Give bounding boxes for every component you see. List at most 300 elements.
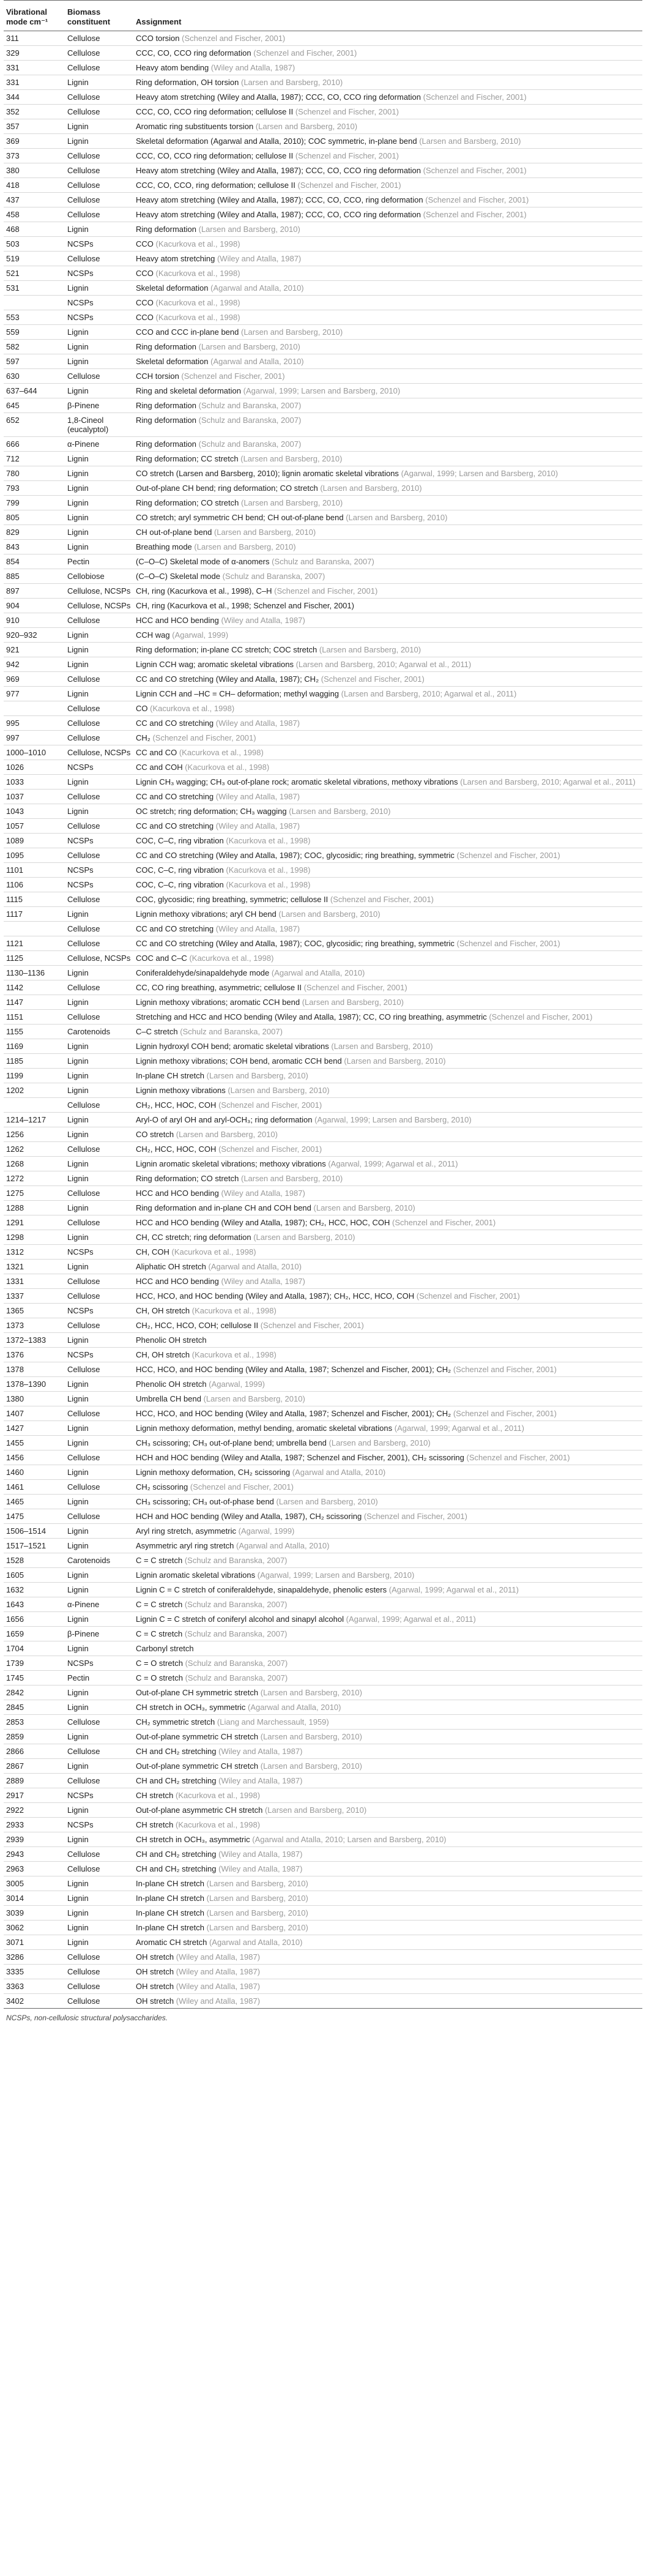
- table-row: [4, 819, 642, 834]
- assignment-text: HCC and HCO bending: [136, 1277, 219, 1286]
- cell-biomass-constituent: Cellulose: [65, 1994, 133, 2009]
- cell-vibrational-mode: 1331: [4, 1274, 65, 1289]
- cell-biomass-constituent: Cellulose: [65, 178, 133, 193]
- assignment-reference: (Wiley and Atalla, 1987): [215, 792, 300, 801]
- cell-vibrational-mode: 645: [4, 398, 65, 413]
- assignment-text: Ring deformation; in-plane CC stretch; COC stretch: [136, 645, 317, 654]
- assignment-reference: (Larsen and Barsberg, 2010): [329, 1438, 431, 1447]
- table-row: [4, 907, 642, 922]
- cell-biomass-constituent: Lignin: [65, 452, 133, 466]
- assignment-text: Lignin C = C stretch of coniferaldehyde, sinapaldehyde, phenolic esters: [136, 1585, 387, 1594]
- cell-assignment: [133, 1553, 642, 1568]
- cell-assignment: [133, 1935, 642, 1950]
- assignment-text: Lignin CCH wag; aromatic skeletal vibrations: [136, 660, 294, 669]
- cell-biomass-constituent: Lignin: [65, 1436, 133, 1450]
- cell-biomass-constituent: Cellulose: [65, 31, 133, 46]
- assignment-reference: (Larsen and Barsberg, 2010): [260, 1688, 362, 1697]
- cell-assignment: [133, 657, 642, 672]
- cell-biomass-constituent: Lignin: [65, 1083, 133, 1098]
- cell-vibrational-mode: 1155: [4, 1025, 65, 1039]
- cell-biomass-constituent: Lignin: [65, 907, 133, 922]
- cell-vibrational-mode: 1125: [4, 951, 65, 966]
- cell-biomass-constituent: Lignin: [65, 1157, 133, 1171]
- cell-vibrational-mode: 503: [4, 237, 65, 252]
- cell-vibrational-mode: 780: [4, 466, 65, 481]
- cell-biomass-constituent: Lignin: [65, 384, 133, 398]
- cell-biomass-constituent: Lignin: [65, 1495, 133, 1509]
- cell-biomass-constituent: Lignin: [65, 510, 133, 525]
- table-row: [4, 569, 642, 584]
- cell-assignment: [133, 628, 642, 643]
- cell-vibrational-mode: 458: [4, 207, 65, 222]
- cell-vibrational-mode: 1033: [4, 775, 65, 790]
- assignment-text: CCH torsion: [136, 371, 179, 381]
- assignment-reference: (Agarwal and Atalla, 2010): [292, 1468, 386, 1477]
- table-row: [4, 1568, 642, 1583]
- assignment-text: Asymmetric aryl ring stretch: [136, 1541, 234, 1550]
- cell-assignment: [133, 804, 642, 819]
- table-row: [4, 413, 642, 437]
- assignment-text: CH and CH₂ stretching: [136, 1850, 217, 1859]
- cell-assignment: [133, 163, 642, 178]
- table-row: [4, 1744, 642, 1759]
- assignment-reference: (Schenzel and Fischer, 2001): [453, 1365, 557, 1374]
- assignment-reference: (Larsen and Barsberg, 2010): [302, 998, 404, 1007]
- table-row: [4, 296, 642, 310]
- cell-assignment: [133, 134, 642, 149]
- cell-vibrational-mode: 1456: [4, 1450, 65, 1465]
- assignment-reference: (Larsen and Barsberg, 2010): [198, 225, 300, 234]
- cell-assignment: [133, 466, 642, 481]
- cell-biomass-constituent: Lignin: [65, 481, 133, 496]
- assignment-text: Umbrella CH bend: [136, 1394, 201, 1403]
- table-row: [4, 1818, 642, 1832]
- cell-assignment: [133, 775, 642, 790]
- cell-assignment: [133, 701, 642, 716]
- cell-assignment: [133, 848, 642, 863]
- table-row: [4, 628, 642, 643]
- table-row: [4, 266, 642, 281]
- assignment-text: CCC, CO, CCO ring deformation; cellulose II: [136, 151, 294, 160]
- assignment-text: Out-of-plane symmetric CH stretch: [136, 1732, 259, 1741]
- cell-assignment: [133, 1436, 642, 1450]
- cell-biomass-constituent: Lignin: [65, 804, 133, 819]
- cell-biomass-constituent: NCSPs: [65, 1788, 133, 1803]
- cell-biomass-constituent: Lignin: [65, 1113, 133, 1127]
- cell-vibrational-mode: 1057: [4, 819, 65, 834]
- cell-vibrational-mode: 1365: [4, 1304, 65, 1318]
- cell-vibrational-mode: 331: [4, 61, 65, 75]
- assignment-text: Out-of-plane symmetric CH stretch: [136, 1761, 259, 1771]
- cell-vibrational-mode: 553: [4, 310, 65, 325]
- cell-vibrational-mode: 854: [4, 554, 65, 569]
- table-row: [4, 1759, 642, 1774]
- assignment-text: CC and CO: [136, 748, 177, 757]
- table-row: [4, 1157, 642, 1171]
- cell-biomass-constituent: Cellobiose: [65, 569, 133, 584]
- assignment-reference: (Agarwal, 1999): [238, 1526, 295, 1536]
- cell-biomass-constituent: Pectin: [65, 554, 133, 569]
- assignment-reference: (Larsen and Barsberg, 2010): [228, 1086, 330, 1095]
- assignment-reference: (Wiley and Atalla, 1987): [215, 924, 300, 933]
- table-row: [4, 613, 642, 628]
- assignment-reference: (Wiley and Atalla, 1987): [221, 1189, 305, 1198]
- cell-vibrational-mode: 1185: [4, 1054, 65, 1069]
- cell-vibrational-mode: 1378: [4, 1362, 65, 1377]
- table-row: [4, 1774, 642, 1788]
- cell-assignment: [133, 1818, 642, 1832]
- cell-vibrational-mode: 1101: [4, 863, 65, 878]
- assignment-reference: (Larsen and Barsberg, 2010): [419, 136, 521, 146]
- table-row: [4, 1348, 642, 1362]
- cell-biomass-constituent: α-Pinene: [65, 1597, 133, 1612]
- assignment-reference: (Larsen and Barsberg, 2010): [206, 1879, 308, 1888]
- cell-assignment: [133, 1083, 642, 1098]
- cell-assignment: [133, 340, 642, 354]
- cell-assignment: [133, 995, 642, 1010]
- assignment-reference: (Larsen and Barsberg, 2010): [198, 342, 300, 351]
- cell-biomass-constituent: Lignin: [65, 687, 133, 701]
- assignment-reference: (Wiley and Atalla, 1987): [215, 719, 300, 728]
- cell-assignment: [133, 1039, 642, 1054]
- table-row: [4, 1318, 642, 1333]
- table-row: [4, 237, 642, 252]
- cell-biomass-constituent: α-Pinene: [65, 437, 133, 452]
- assignment-text: CH, CC stretch; ring deformation: [136, 1233, 251, 1242]
- cell-assignment: [133, 1333, 642, 1348]
- cell-assignment: [133, 1759, 642, 1774]
- cell-biomass-constituent: Cellulose: [65, 1774, 133, 1788]
- assignment-text: C = C stretch: [136, 1600, 183, 1609]
- table-row: [4, 281, 642, 296]
- cell-biomass-constituent: β-Pinene: [65, 398, 133, 413]
- header-biomass-constituent: Biomass constituent: [65, 1, 133, 31]
- cell-assignment: [133, 1921, 642, 1935]
- assignment-text: CH stretch in OCH₃, symmetric: [136, 1703, 246, 1712]
- assignment-text: Aryl-O of aryl OH and aryl-OCH₃; ring deformation: [136, 1115, 313, 1124]
- table-row: [4, 90, 642, 105]
- assignment-text: Lignin methoxy deformation, CH₂ scissoring: [136, 1468, 291, 1477]
- assignment-text: (C–O–C) Skeletal mode: [136, 572, 220, 581]
- assignment-text: Aliphatic OH stretch: [136, 1262, 206, 1271]
- cell-vibrational-mode: 2963: [4, 1862, 65, 1876]
- cell-assignment: [133, 90, 642, 105]
- assignment-text: CH stretch: [136, 1791, 174, 1800]
- assignment-text: C = O stretch: [136, 1659, 183, 1668]
- assignment-text: Heavy atom stretching (Wiley and Atalla, 1987); CCC, CO, CCO, ring deformation: [136, 195, 423, 204]
- cell-vibrational-mode: 712: [4, 452, 65, 466]
- cell-vibrational-mode: [4, 296, 65, 310]
- cell-assignment: [133, 1157, 642, 1171]
- cell-assignment: [133, 878, 642, 892]
- assignment-text: CH and CH₂ stretching: [136, 1864, 217, 1873]
- cell-vibrational-mode: 352: [4, 105, 65, 119]
- assignment-text: HCC, HCO, and HOC bending (Wiley and Atalla, 1987; Schenzel and Fischer, 2001); CH₂: [136, 1409, 451, 1418]
- table-row: [4, 1788, 642, 1803]
- cell-vibrational-mode: 1214–1217: [4, 1113, 65, 1127]
- table-row: [4, 775, 642, 790]
- cell-vibrational-mode: 995: [4, 716, 65, 731]
- table-row: [4, 178, 642, 193]
- table-row: [4, 340, 642, 354]
- table-row: [4, 1553, 642, 1568]
- cell-assignment: [133, 1730, 642, 1744]
- table-row: [4, 1832, 642, 1847]
- table-row: [4, 716, 642, 731]
- cell-assignment: [133, 892, 642, 907]
- assignment-text: In-plane CH stretch: [136, 1879, 204, 1888]
- cell-biomass-constituent: Cellulose, NCSPs: [65, 599, 133, 613]
- cell-vibrational-mode: 897: [4, 584, 65, 599]
- table-row: [4, 325, 642, 340]
- assignment-text: C–C stretch: [136, 1027, 178, 1036]
- assignment-reference: (Kacurkova et al., 1998): [176, 1791, 261, 1800]
- assignment-text: C = C stretch: [136, 1629, 183, 1638]
- cell-biomass-constituent: Cellulose: [65, 163, 133, 178]
- table-row: [4, 163, 642, 178]
- assignment-text: Ring deformation: [136, 225, 196, 234]
- assignment-text: HCH and HOC bending (Wiley and Atalla, 1987; Schenzel and Fischer, 2001), CH₂ scissoring: [136, 1453, 464, 1462]
- table-row: [4, 892, 642, 907]
- table-row: [4, 701, 642, 716]
- cell-vibrational-mode: 2939: [4, 1832, 65, 1847]
- assignment-text: CCO and CCC in-plane bend: [136, 327, 239, 337]
- table-row: [4, 1127, 642, 1142]
- assignment-text: Heavy atom stretching (Wiley and Atalla, 1987); CCC, CO, CCO ring deformation: [136, 166, 421, 175]
- assignment-text: OH stretch: [136, 1967, 174, 1976]
- cell-biomass-constituent: Cellulose: [65, 369, 133, 384]
- assignment-reference: (Larsen and Barsberg, 2010): [213, 528, 316, 537]
- cell-biomass-constituent: NCSPs: [65, 266, 133, 281]
- table-row: [4, 1686, 642, 1700]
- cell-biomass-constituent: Cellulose: [65, 46, 133, 61]
- assignment-reference: (Kacurkova et al., 1998): [191, 1306, 277, 1315]
- cell-biomass-constituent: Cellulose: [65, 1715, 133, 1730]
- cell-biomass-constituent: Cellulose: [65, 613, 133, 628]
- cell-biomass-constituent: Cellulose: [65, 731, 133, 745]
- assignment-reference: (Agarwal, 1999; Larsen and Barsberg, 2010): [243, 386, 401, 395]
- cell-assignment: [133, 863, 642, 878]
- cell-assignment: [133, 1142, 642, 1157]
- table-row: [4, 1641, 642, 1656]
- cell-assignment: [133, 105, 642, 119]
- cell-assignment: [133, 1876, 642, 1891]
- assignment-reference: (Schulz and Baranska, 2007): [184, 1629, 288, 1638]
- cell-assignment: [133, 310, 642, 325]
- cell-biomass-constituent: Cellulose: [65, 1862, 133, 1876]
- cell-biomass-constituent: Cellulose, NCSPs: [65, 745, 133, 760]
- assignment-text: Phenolic OH stretch: [136, 1335, 207, 1345]
- assignment-reference: (Agarwal, 1999): [209, 1379, 265, 1389]
- cell-biomass-constituent: Lignin: [65, 643, 133, 657]
- cell-vibrational-mode: 942: [4, 657, 65, 672]
- table-row: [4, 1656, 642, 1671]
- assignment-reference: (Schenzel and Fischer, 2001): [295, 107, 399, 116]
- table-row: [4, 105, 642, 119]
- assignment-text: Out-of-plane CH symmetric stretch: [136, 1688, 259, 1697]
- assignment-text: HCC, HCO, and HOC bending (Wiley and Atalla, 1987; Schenzel and Fischer, 2001); CH₂: [136, 1365, 451, 1374]
- table-row: [4, 1450, 642, 1465]
- cell-vibrational-mode: 1106: [4, 878, 65, 892]
- cell-biomass-constituent: Cellulose: [65, 1274, 133, 1289]
- assignment-text: Ring deformation; CC stretch: [136, 454, 239, 463]
- cell-assignment: [133, 790, 642, 804]
- cell-assignment: [133, 1539, 642, 1553]
- cell-vibrational-mode: 920–932: [4, 628, 65, 643]
- cell-biomass-constituent: NCSPs: [65, 1348, 133, 1362]
- table-row: [4, 1377, 642, 1392]
- cell-vibrational-mode: 1376: [4, 1348, 65, 1362]
- cell-biomass-constituent: Lignin: [65, 775, 133, 790]
- cell-vibrational-mode: 1095: [4, 848, 65, 863]
- assignment-reference: (Larsen and Barsberg, 2010): [344, 1056, 446, 1066]
- assignment-reference: (Wiley and Atalla, 1987): [176, 1952, 261, 1962]
- cell-biomass-constituent: Lignin: [65, 1524, 133, 1539]
- cell-assignment: [133, 687, 642, 701]
- cell-vibrational-mode: 904: [4, 599, 65, 613]
- assignment-reference: (Agarwal and Atalla, 2010): [209, 1938, 303, 1947]
- table-row: [4, 687, 642, 701]
- cell-assignment: [133, 61, 642, 75]
- cell-vibrational-mode: 1517–1521: [4, 1539, 65, 1553]
- table-row: [4, 790, 642, 804]
- assignment-reference: (Agarwal and Atalla, 2010; Larsen and Barsberg, 2010): [252, 1835, 447, 1844]
- cell-assignment: [133, 1524, 642, 1539]
- cell-assignment: [133, 496, 642, 510]
- cell-assignment: [133, 1010, 642, 1025]
- cell-biomass-constituent: NCSPs: [65, 760, 133, 775]
- assignment-text: CO stretch: [136, 1130, 174, 1139]
- cell-vibrational-mode: 373: [4, 149, 65, 163]
- assignment-reference: (Schenzel and Fischer, 2001): [423, 210, 527, 219]
- table-row: [4, 1260, 642, 1274]
- assignment-reference: (Larsen and Barsberg, 2010): [203, 1394, 305, 1403]
- cell-assignment: [133, 325, 642, 340]
- assignment-text: CC and CO stretching: [136, 719, 214, 728]
- cell-vibrational-mode: 468: [4, 222, 65, 237]
- cell-assignment: [133, 1098, 642, 1113]
- cell-vibrational-mode: 3062: [4, 1921, 65, 1935]
- cell-vibrational-mode: 1460: [4, 1465, 65, 1480]
- assignment-text: In-plane CH stretch: [136, 1923, 204, 1932]
- cell-biomass-constituent: Cellulose: [65, 61, 133, 75]
- cell-vibrational-mode: 437: [4, 193, 65, 207]
- table-row: [4, 1730, 642, 1744]
- assignment-reference: (Wiley and Atalla, 1987): [218, 1850, 303, 1859]
- assignment-text: Ring deformation: [136, 342, 196, 351]
- table-row: [4, 1803, 642, 1818]
- assignment-text: HCH and HOC bending (Wiley and Atalla, 1987), CH₂ scissoring: [136, 1512, 362, 1521]
- cell-biomass-constituent: Lignin: [65, 1465, 133, 1480]
- assignment-text: In-plane CH stretch: [136, 1894, 204, 1903]
- assignment-text: CH, COH: [136, 1247, 169, 1256]
- assignment-reference: (Schenzel and Fischer, 2001): [423, 166, 527, 175]
- table-row: [4, 1406, 642, 1421]
- table-row: [4, 1891, 642, 1906]
- cell-vibrational-mode: 1380: [4, 1392, 65, 1406]
- cell-assignment: [133, 1450, 642, 1465]
- cell-assignment: [133, 540, 642, 554]
- cell-biomass-constituent: Lignin: [65, 222, 133, 237]
- cell-assignment: [133, 1127, 642, 1142]
- cell-vibrational-mode: 666: [4, 437, 65, 452]
- cell-assignment: [133, 281, 642, 296]
- cell-assignment: [133, 1891, 642, 1906]
- cell-biomass-constituent: Cellulose: [65, 1847, 133, 1862]
- cell-vibrational-mode: 329: [4, 46, 65, 61]
- cell-biomass-constituent: NCSPs: [65, 1304, 133, 1318]
- table-row: [4, 1039, 642, 1054]
- cell-biomass-constituent: Cellulose: [65, 1289, 133, 1304]
- assignment-text: CO stretch; aryl symmetric CH bend; CH out-of-plane bend: [136, 513, 344, 522]
- cell-vibrational-mode: 1026: [4, 760, 65, 775]
- cell-biomass-constituent: Cellulose: [65, 90, 133, 105]
- assignment-reference: (Agarwal, 1999; Larsen and Barsberg, 2010): [401, 469, 559, 478]
- table-row: [4, 1054, 642, 1069]
- assignment-text: CH stretch: [136, 1820, 174, 1829]
- table-row: [4, 1069, 642, 1083]
- assignment-text: HCC, HCO, and HOC bending (Wiley and Atalla, 1987); CH₂, HCC, HCO, COH: [136, 1291, 415, 1301]
- cell-vibrational-mode: 1656: [4, 1612, 65, 1627]
- assignment-text: CCC, CO, CCO ring deformation; cellulose II: [136, 107, 294, 116]
- assignment-text: (C–O–C) Skeletal mode of α-anomers: [136, 557, 270, 566]
- cell-vibrational-mode: 3071: [4, 1935, 65, 1950]
- cell-biomass-constituent: Lignin: [65, 1039, 133, 1054]
- table-row: [4, 1230, 642, 1245]
- table-row: [4, 980, 642, 995]
- assignment-text: Out-of-plane CH bend; ring deformation; CO stretch: [136, 483, 318, 493]
- cell-biomass-constituent: Cellulose: [65, 1186, 133, 1201]
- assignment-reference: (Wiley and Atalla, 1987): [176, 1996, 261, 2006]
- cell-vibrational-mode: 3005: [4, 1876, 65, 1891]
- cell-biomass-constituent: Cellulose: [65, 1362, 133, 1377]
- table-row: [4, 452, 642, 466]
- assignment-reference: (Agarwal, 1999; Agarwal et al., 2011): [346, 1615, 476, 1624]
- cell-vibrational-mode: 1337: [4, 1289, 65, 1304]
- cell-biomass-constituent: Carotenoids: [65, 1025, 133, 1039]
- assignment-reference: (Larsen and Barsberg, 2010; Agarwal et al., 2011): [460, 777, 636, 786]
- cell-vibrational-mode: 1739: [4, 1656, 65, 1671]
- cell-biomass-constituent: Lignin: [65, 281, 133, 296]
- assignment-reference: (Schenzel and Fischer, 2001): [303, 983, 407, 992]
- cell-biomass-constituent: Lignin: [65, 525, 133, 540]
- assignment-reference: (Agarwal, 1999; Larsen and Barsberg, 2010): [314, 1115, 472, 1124]
- cell-vibrational-mode: 380: [4, 163, 65, 178]
- assignment-reference: (Agarwal, 1999; Agarwal et al., 2011): [328, 1159, 458, 1168]
- cell-vibrational-mode: 2842: [4, 1686, 65, 1700]
- cell-biomass-constituent: Lignin: [65, 966, 133, 980]
- cell-assignment: [133, 1950, 642, 1965]
- cell-assignment: [133, 1274, 642, 1289]
- cell-biomass-constituent: Lignin: [65, 1921, 133, 1935]
- cell-biomass-constituent: Cellulose, NCSPs: [65, 584, 133, 599]
- assignment-reference: (Schenzel and Fischer, 2001): [489, 1012, 593, 1021]
- cell-assignment: [133, 951, 642, 966]
- assignment-reference: (Schenzel and Fischer, 2001): [260, 1321, 364, 1330]
- cell-vibrational-mode: 1199: [4, 1069, 65, 1083]
- assignment-reference: (Larsen and Barsberg, 2010): [206, 1923, 308, 1932]
- assignment-text: CH, OH stretch: [136, 1306, 190, 1315]
- cell-assignment: [133, 1509, 642, 1524]
- table-row: [4, 1700, 642, 1715]
- assignment-reference: (Schulz and Baranska, 2007): [184, 1556, 288, 1565]
- assignment-reference: (Schenzel and Fischer, 2001): [274, 586, 378, 595]
- assignment-reference: (Schenzel and Fischer, 2001): [330, 895, 434, 904]
- assignment-reference: (Schenzel and Fischer, 2001): [425, 195, 529, 204]
- assignment-text: CCH wag: [136, 630, 170, 640]
- assignment-reference: (Kacurkova et al., 1998): [176, 1820, 261, 1829]
- cell-vibrational-mode: 519: [4, 252, 65, 266]
